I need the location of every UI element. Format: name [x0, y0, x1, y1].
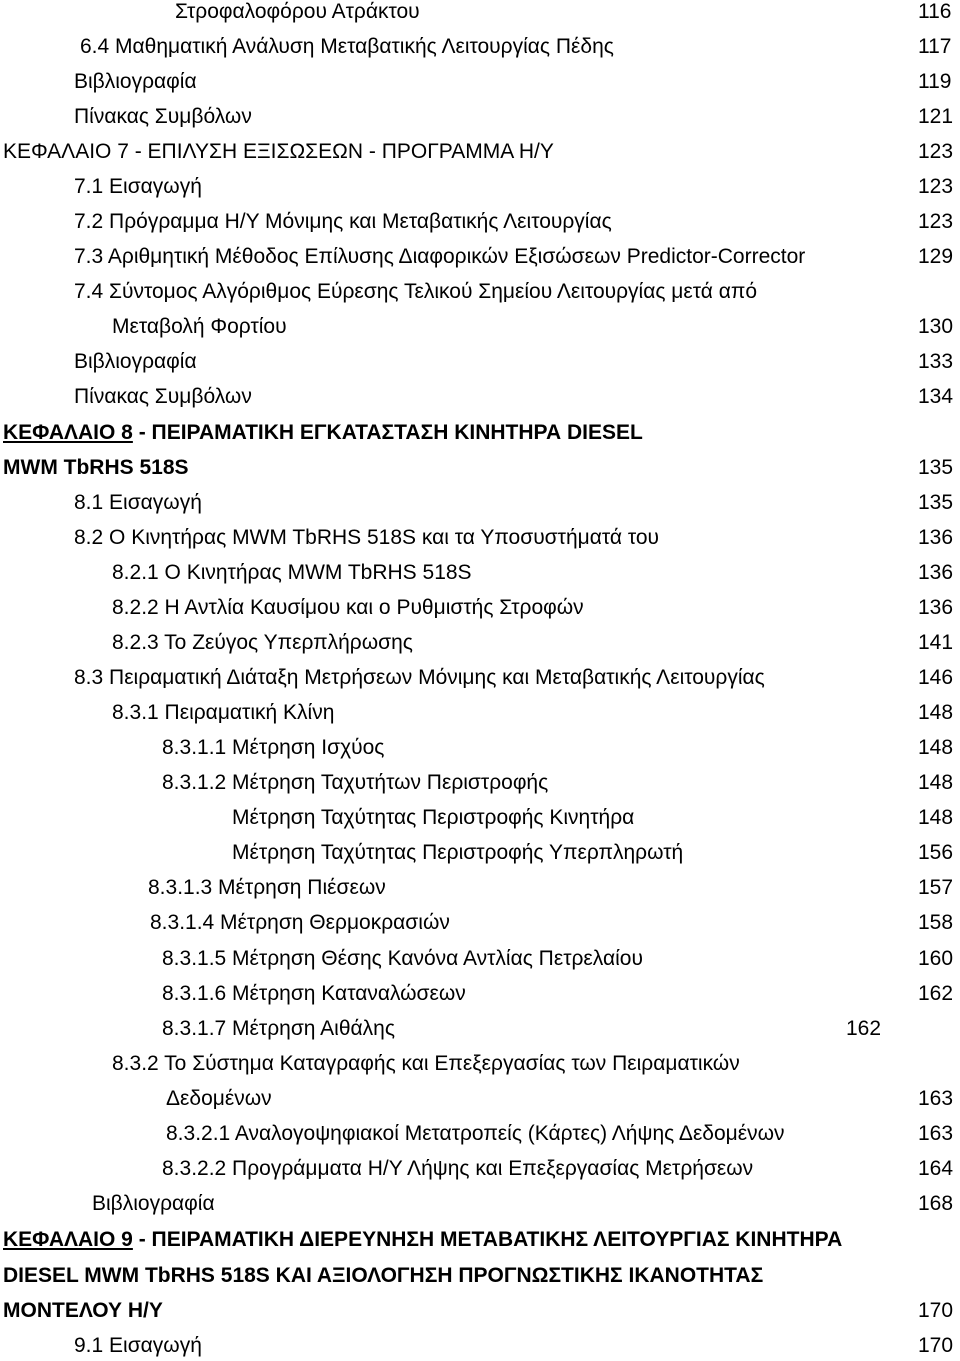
toc-entry-title: 8.3.1 Πειραματική Κλίνη [112, 701, 335, 724]
toc-entry [0, 242, 960, 272]
toc-entry-page: 119 [918, 70, 952, 93]
toc-entry-title: Βιβλιογραφία [74, 350, 197, 373]
toc-entry-page: 136 [918, 596, 954, 619]
toc-entry-title: 8.3 Πειραματική Διάταξη Μετρήσεων Μόνιμης και Μεταβατικής Λειτουργίας [74, 666, 765, 689]
toc-entry [0, 838, 960, 868]
toc-entry-title: Δεδομένων [166, 1087, 272, 1110]
toc-entry [0, 137, 960, 167]
toc-entry-page: 133 [918, 350, 954, 373]
toc-entry-page: 136 [918, 561, 954, 584]
toc-entry [0, 347, 960, 377]
chapter-title: - ΠΕΙΡΑΜΑΤΙΚΗ ΔΙΕΡΕΥΝΗΣΗ ΜΕΤΑΒΑΤΙΚΗΣ ΛΕΙΤΟΥΡΓΙΑΣ ΚΙΝΗΤΗΡΑ [132, 1228, 843, 1251]
toc-entry-page: 123 [918, 210, 954, 233]
toc-entry-page: 130 [918, 315, 954, 338]
toc-entry-page: 164 [918, 1157, 954, 1180]
toc-chapter-title: ΜΟΝΤΕΛΟΥ Η/Υ [3, 1299, 163, 1322]
toc-chapter-heading [0, 1225, 960, 1255]
toc-entry-page: 148 [918, 771, 954, 794]
toc-entry-title: Μέτρηση Ταχύτητας Περιστροφής Κινητήρα [232, 806, 635, 829]
toc-chapter-heading [0, 418, 960, 448]
toc-chapter-title: MWM TbRHS 518S [3, 456, 189, 479]
toc-entry [0, 944, 960, 974]
toc-entry-title: 8.3.1.6 Μέτρηση Καταναλώσεων [162, 982, 466, 1005]
toc-entry-title: 8.3.2.2 Προγράμματα Η/Υ Λήψης και Επεξεργασίας Μετρήσεων [162, 1157, 754, 1180]
toc-entry [0, 1189, 960, 1219]
toc-entry-title: 8.3.2.1 Αναλογοψηφιακοί Μετατροπείς (Κάρτες) Λήψης Δεδομένων [166, 1122, 785, 1145]
toc-entry-title: 7.1 Εισαγωγή [74, 175, 202, 198]
toc-entry-title: Βιβλιογραφία [74, 70, 197, 93]
toc-entry [0, 32, 960, 62]
toc-entry-page: 129 [918, 245, 954, 268]
toc-entry-title: 7.2 Πρόγραμμα Η/Υ Μόνιμης και Μεταβατικής Λειτουργίας [74, 210, 612, 233]
toc-entry [0, 102, 960, 132]
toc-entry [0, 593, 960, 623]
toc-entry-page: 148 [918, 806, 954, 829]
toc-entry-page: 141 [918, 631, 954, 654]
toc-entry-page: 121 [918, 105, 954, 128]
toc-entry-title: Στροφαλοφόρου Ατράκτου [175, 0, 420, 23]
toc-entry-title: 8.1 Εισαγωγή [74, 491, 202, 514]
toc-entry [0, 698, 960, 728]
toc-entry-title: 8.2 Ο Κινητήρας MWM TbRHS 518S και τα Υποσυστήματά του [74, 526, 659, 549]
toc-entry-title: Πίνακας Συμβόλων [74, 105, 252, 128]
toc-entry [0, 0, 960, 27]
toc-entry-page: 123 [918, 175, 954, 198]
toc-entry [0, 979, 960, 1009]
toc-entry-title: 8.3.1.5 Μέτρηση Θέσης Κανόνα Αντλίας Πετρελαίου [162, 947, 643, 970]
toc-entry [0, 558, 960, 588]
toc-entry [0, 768, 960, 798]
toc-entry-title: 8.3.1.3 Μέτρηση Πιέσεων [148, 876, 386, 899]
toc-entry-title: Μεταβολή Φορτίου [112, 315, 287, 338]
toc-entry-page: 163 [918, 1087, 954, 1110]
toc-entry [0, 908, 960, 938]
chapter-number: ΚΕΦΑΛΑΙΟ 8 [3, 421, 133, 444]
toc-entry-title: Βιβλιογραφία [92, 1192, 215, 1215]
toc-entry-page: 148 [918, 701, 954, 724]
toc-entry-page: 146 [918, 666, 954, 689]
toc-entry-page: 136 [918, 526, 954, 549]
chapter-title: - ΠΕΙΡΑΜΑΤΙΚΗ ΕΓΚΑΤΑΣΤΑΣΗ ΚΙΝΗΤΗΡΑ DIESEL [132, 421, 643, 444]
toc-entry [0, 803, 960, 833]
toc-entry-page: 170 [918, 1334, 954, 1357]
toc-entry-title: 8.3.2 Το Σύστημα Καταγραφής και Επεξεργασίας των Πειραματικών [112, 1052, 740, 1075]
toc-entry-page: 116 [918, 0, 952, 23]
toc-entry-title: 8.3.1.2 Μέτρηση Ταχυτήτων Περιστροφής [162, 771, 549, 794]
toc-entry-title: ΚΕΦΑΛΑΙΟ 7 - ΕΠΙΛΥΣΗ ΕΞΙΣΩΣΕΩΝ - ΠΡΟΓΡΑΜΜΑ Η/Υ [3, 140, 554, 163]
toc-chapter-heading [0, 1296, 960, 1326]
toc-entry-title: 8.3.1.7 Μέτρηση Αιθάλης [162, 1017, 395, 1040]
toc-entry-page: 157 [918, 876, 954, 899]
toc-entry [0, 873, 960, 903]
toc-entry-page: 135 [918, 456, 954, 479]
toc-entry-page: 123 [918, 140, 954, 163]
toc-entry-title: Μέτρηση Ταχύτητας Περιστροφής Υπερπληρωτή [232, 841, 684, 864]
toc-entry-page: 135 [918, 491, 954, 514]
toc-entry-title: 8.2.3 Το Ζεύγος Υπερπλήρωσης [112, 631, 413, 654]
toc-entry [0, 1014, 960, 1044]
toc-entry-title: 9.1 Εισαγωγή [74, 1334, 202, 1357]
toc-entry-page: 160 [918, 947, 954, 970]
toc-entry-page: 162 [846, 1017, 882, 1040]
toc-entry-title: 7.4 Σύντομος Αλγόριθμος Εύρεσης Τελικού Σημείου Λειτουργίας μετά από [74, 280, 758, 303]
toc-entry-page: 156 [918, 841, 954, 864]
toc-entry [0, 628, 960, 658]
toc-entry-title: 8.2.2 Η Αντλία Καυσίμου και ο Ρυθμιστής Στροφών [112, 596, 584, 619]
toc-entry [0, 663, 960, 693]
toc-entry [0, 1049, 960, 1079]
toc-entry [0, 523, 960, 553]
toc-entry [0, 1331, 960, 1361]
toc-entry-title: 7.3 Αριθμητική Μέθοδος Επίλυσης Διαφορικών Εξισώσεων Predictor-Corrector [74, 245, 806, 268]
toc-entry-title: Πίνακας Συμβόλων [74, 385, 252, 408]
toc-chapter-heading [0, 1261, 960, 1291]
toc-entry [0, 207, 960, 237]
toc-entry-page: 158 [918, 911, 954, 934]
toc-chapter-title [3, 418, 643, 448]
toc-entry-page: 117 [918, 35, 952, 58]
toc-entry-title: 8.3.1.1 Μέτρηση Ισχύος [162, 736, 385, 759]
toc-entry [0, 277, 960, 307]
toc-entry [0, 1119, 960, 1149]
toc-entry [0, 312, 960, 342]
toc-entry-page: 134 [918, 385, 954, 408]
toc-entry-title: 6.4 Μαθηματική Ανάλυση Μεταβατικής Λειτουργίας Πέδης [80, 35, 614, 58]
toc-entry [0, 1084, 960, 1114]
toc-entry-page: 170 [918, 1299, 954, 1322]
toc-entry-title: 8.2.1 Ο Κινητήρας MWM TbRHS 518S [112, 561, 472, 584]
toc-entry [0, 172, 960, 202]
toc-entry-page: 163 [918, 1122, 954, 1145]
toc-entry-page: 162 [918, 982, 954, 1005]
toc-chapter-heading [0, 453, 960, 483]
toc-entry [0, 67, 960, 97]
toc-entry [0, 733, 960, 763]
toc-entry-page: 168 [918, 1192, 954, 1215]
toc-entry-page: 148 [918, 736, 954, 759]
toc-entry [0, 1154, 960, 1184]
toc-entry [0, 488, 960, 518]
toc-chapter-title [3, 1225, 842, 1255]
chapter-number: ΚΕΦΑΛΑΙΟ 9 [3, 1228, 133, 1251]
toc-chapter-title: DIESEL MWM TbRHS 518S ΚΑΙ ΑΞΙΟΛΟΓΗΣΗ ΠΡΟΓΝΩΣΤΙΚΗΣ ΙΚΑΝΟΤΗΤΑΣ [3, 1264, 764, 1287]
toc-entry-title: 8.3.1.4 Μέτρηση Θερμοκρασιών [150, 911, 450, 934]
toc-entry [0, 382, 960, 412]
